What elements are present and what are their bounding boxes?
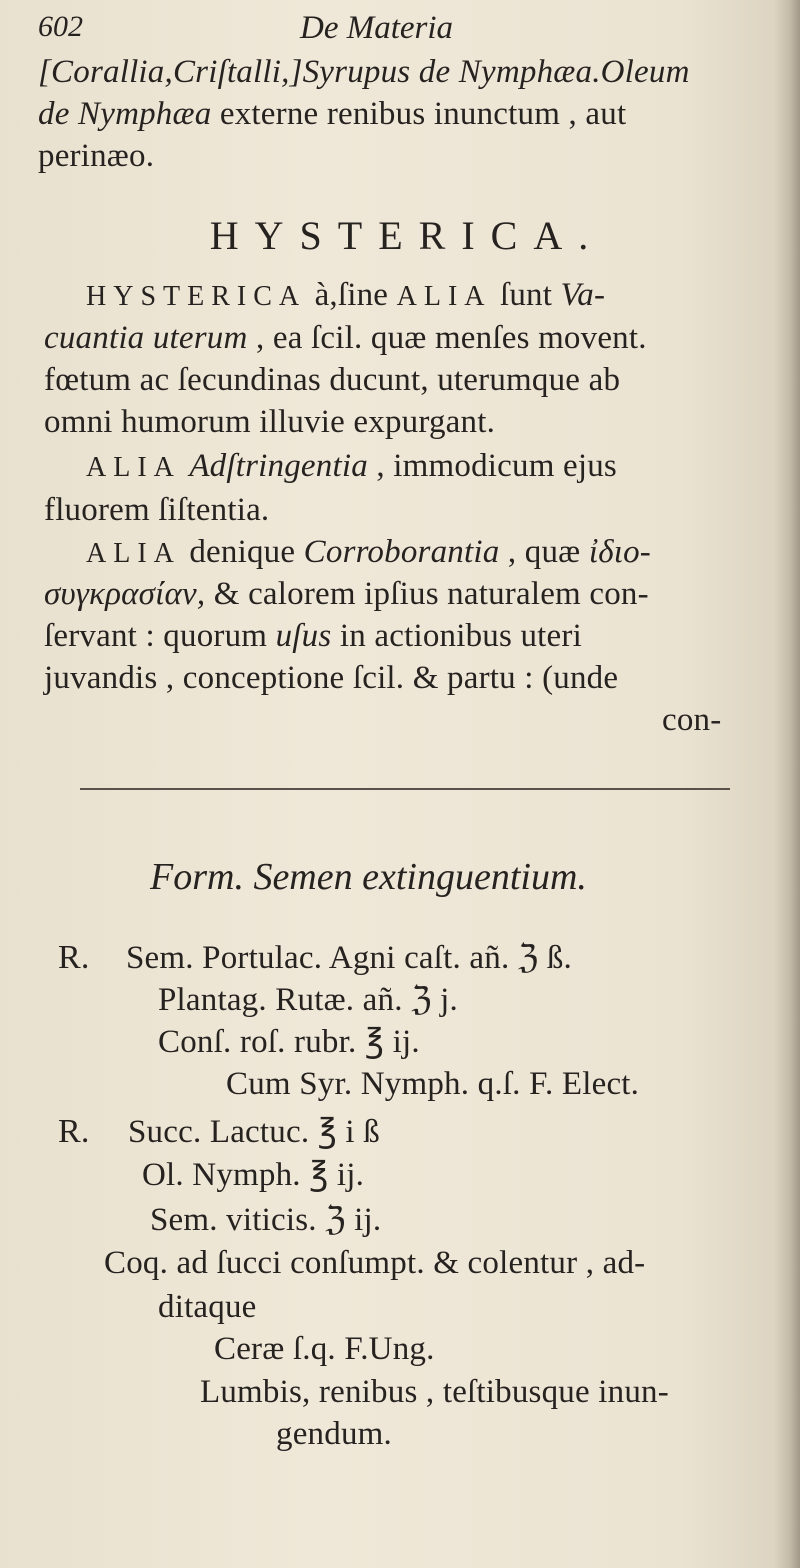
catchword: con-: [662, 702, 722, 738]
recipe-symbol-2: R.: [58, 1113, 90, 1150]
para2-line-2: fluorem ſiſtentia.: [44, 492, 270, 528]
text-span: , ea ſcil. quæ menſes movent.: [255, 320, 647, 356]
para3-line-2: [44, 574, 649, 614]
para1-line-2: [44, 318, 647, 358]
para3-line-1: [86, 532, 651, 574]
formula-line-7: Sem. viticis. ℨ ij.: [150, 1202, 382, 1238]
text-span: de: [38, 96, 70, 132]
formula-line-12: gendum.: [276, 1416, 392, 1452]
text-span: ſunt: [499, 277, 553, 313]
text-span: [Corallia,Criſtalli,]: [38, 54, 303, 90]
recipe-symbol-1: R.: [58, 939, 90, 976]
formula-line-1: Sem. Portulac. Agni caſt. añ. ℨ ß.: [126, 940, 572, 976]
para1-line-3: fœtum ac ſecundinas ducunt, uterumque ab: [44, 362, 621, 398]
text-span: ALIA: [396, 281, 492, 312]
formula-line-3: Conſ. roſ. rubr. ℥ ij.: [158, 1024, 420, 1060]
text-span: Va-: [560, 277, 606, 313]
formula-line-4: Cum Syr. Nymph. q.ſ. F. Elect.: [226, 1066, 640, 1102]
text-line-1: [38, 52, 690, 92]
section-heading: HYSTERICA.: [209, 213, 605, 258]
text-span: Nymphæa: [78, 96, 212, 132]
text-span: & calorem ipſius naturalem con-: [213, 576, 649, 612]
para2-line-1: [86, 446, 617, 488]
text-span: HYSTERICA: [86, 281, 307, 312]
text-span: uſus: [275, 618, 332, 654]
formula-line-5: Succ. Lactuc. ℥ i ß: [128, 1114, 380, 1150]
para3-line-3: [44, 616, 582, 656]
text-span: denique: [189, 534, 296, 570]
text-span: à,ſine: [314, 277, 389, 313]
text-span: Adſtringentia: [189, 448, 368, 484]
formula-line-9: ditaque: [158, 1289, 257, 1325]
formula-line-11: Lumbis, renibus , teſtibusque inun-: [200, 1374, 669, 1410]
text-span: ſervant : quorum: [44, 618, 268, 654]
text-span: , quæ: [507, 534, 581, 570]
text-span: Corroborantia: [303, 534, 500, 570]
text-span: in actionibus uteri: [339, 618, 582, 654]
para1-line-4: omni humorum illuvie expurgant.: [44, 404, 496, 440]
formula-line-10: Ceræ ſ.q. F.Ung.: [214, 1331, 435, 1367]
text-span: cuantia uterum: [44, 320, 248, 356]
text-span: ALIA: [86, 538, 181, 569]
para3-line-4: juvandis , conceptione ſcil. & partu : (unde: [44, 660, 619, 696]
text-span: ALIA: [86, 452, 181, 483]
text-span: συγκρασίαν,: [44, 576, 206, 612]
formula-line-6: Ol. Nymph. ℥ ij.: [142, 1157, 365, 1193]
running-title: De Materia: [300, 10, 454, 46]
text-span: externe renibus inunctum , aut: [219, 96, 627, 132]
text-span: Oleum: [600, 54, 690, 90]
para1-line-1: [86, 275, 605, 317]
formula-title: Form. Semen extinguentium.: [150, 856, 587, 898]
text-span: Syrupus de Nymphæa.: [302, 54, 601, 90]
divider-line: [80, 788, 730, 790]
text-line-2: [38, 94, 626, 134]
page-number: 602: [38, 10, 83, 43]
formula-line-2: Plantag. Rutæ. añ. ℨ j.: [158, 982, 458, 1018]
text-span: ἰδιο-: [588, 534, 651, 570]
text-span: , immodicum ejus: [376, 448, 617, 484]
formula-line-8: Coq. ad ſucci conſumpt. & colentur , ad-: [104, 1245, 646, 1281]
text-line-3: perinæo.: [38, 138, 155, 174]
